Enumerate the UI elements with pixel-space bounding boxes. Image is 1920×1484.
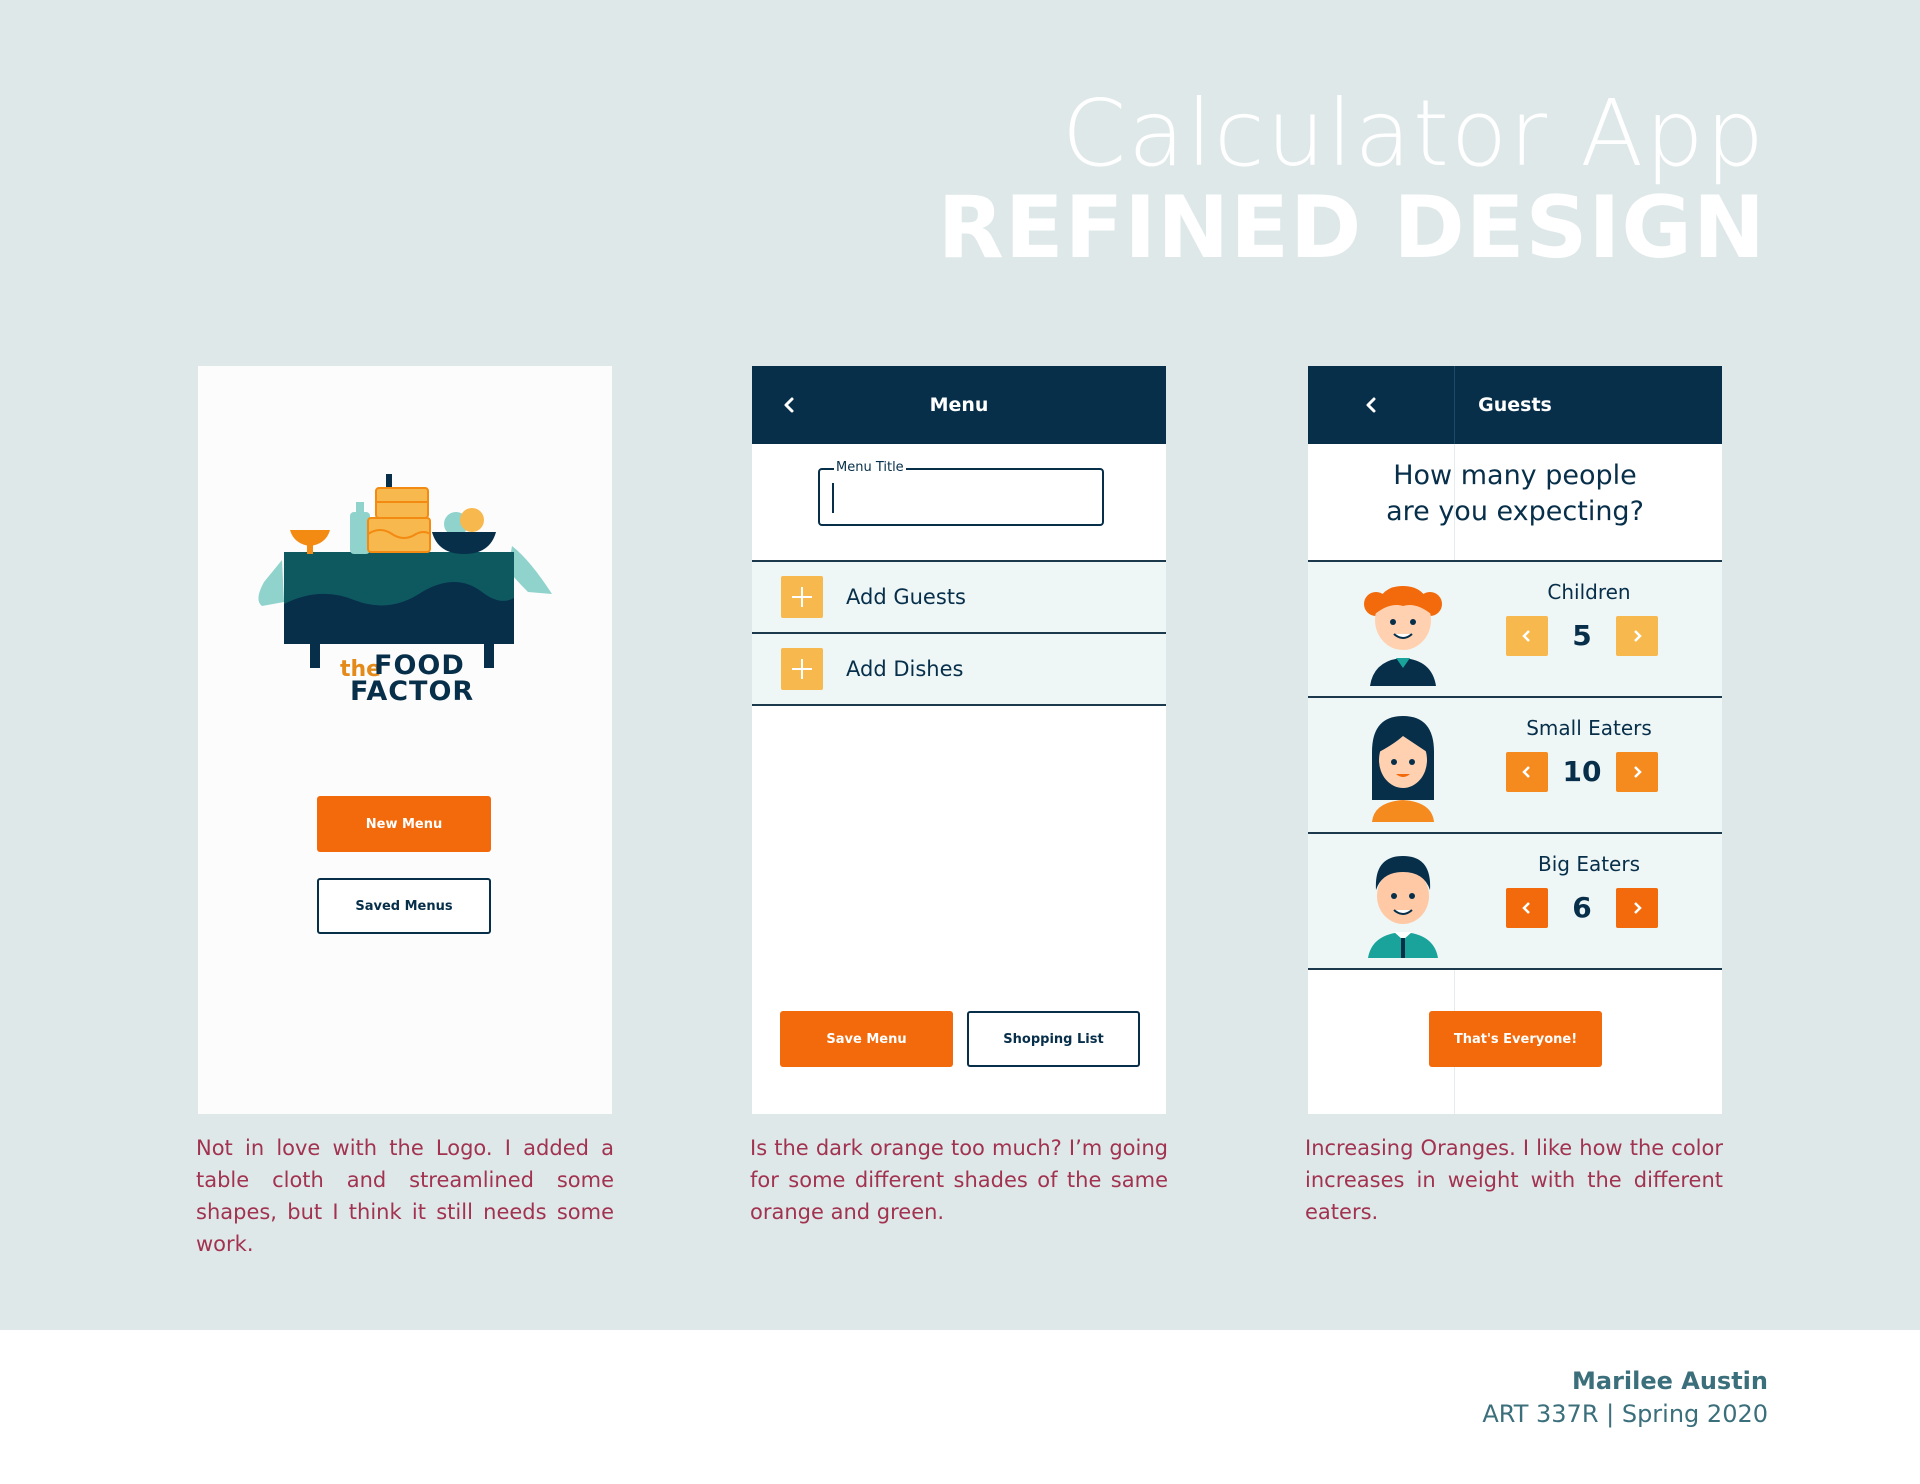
menu-title-label: Menu Title bbox=[836, 460, 904, 475]
guest-label-children: Children bbox=[1547, 580, 1631, 604]
guest-count-children: 5 bbox=[1572, 619, 1592, 652]
guest-row-big-eaters bbox=[1308, 834, 1722, 968]
chevron-left-icon[interactable] bbox=[1356, 390, 1386, 420]
add-guests-label: Add Guests bbox=[846, 585, 966, 609]
increment-button[interactable] bbox=[1616, 888, 1658, 928]
course-info: ART 337R | Spring 2020 bbox=[1482, 1400, 1768, 1428]
guests-screen-title: Guests bbox=[1478, 394, 1552, 416]
plus-icon bbox=[781, 576, 823, 618]
home-screen-mockup bbox=[198, 366, 612, 1114]
man-avatar-icon bbox=[1360, 848, 1446, 958]
chevron-left-icon bbox=[1521, 765, 1533, 779]
guest-question: How many people are you expecting? bbox=[1386, 460, 1644, 527]
save-menu-button[interactable]: Save Menu bbox=[780, 1011, 953, 1067]
divider bbox=[1308, 968, 1722, 970]
guest-count-small-eaters: 10 bbox=[1562, 755, 1602, 788]
guest-row-small-eaters bbox=[1308, 698, 1722, 832]
guests-screen-mockup bbox=[1308, 366, 1722, 1114]
add-dishes-row[interactable] bbox=[752, 634, 1166, 704]
menu-screen-mockup bbox=[752, 366, 1166, 1114]
decrement-button[interactable] bbox=[1506, 616, 1548, 656]
shopping-list-button[interactable]: Shopping List bbox=[967, 1011, 1140, 1067]
menu-navbar bbox=[752, 366, 1166, 444]
caption-menu-screen: Is the dark orange too much? I’m going for some different shades of the same orange and green. bbox=[750, 1136, 1168, 1224]
chevron-right-icon bbox=[1631, 765, 1643, 779]
woman-avatar-icon bbox=[1360, 712, 1446, 822]
child-avatar-icon bbox=[1360, 576, 1446, 686]
add-dishes-label: Add Dishes bbox=[846, 657, 964, 681]
logo-text-food: FOOD bbox=[374, 650, 465, 681]
divider bbox=[752, 704, 1166, 706]
guest-count-big-eaters: 6 bbox=[1572, 891, 1592, 924]
guest-row-children bbox=[1308, 562, 1722, 696]
guest-label-small-eaters: Small Eaters bbox=[1526, 716, 1652, 740]
add-guests-row[interactable] bbox=[752, 562, 1166, 632]
page-title: Calculator App bbox=[1061, 80, 1766, 187]
chevron-left-icon[interactable] bbox=[774, 390, 804, 420]
increment-button[interactable] bbox=[1616, 616, 1658, 656]
caption-guests-screen: Increasing Oranges. I like how the color increases in weight with the different eaters. bbox=[1305, 1136, 1723, 1224]
chevron-right-icon bbox=[1631, 901, 1643, 915]
plus-icon bbox=[781, 648, 823, 690]
decrement-button[interactable] bbox=[1506, 752, 1548, 792]
saved-menus-button[interactable]: Saved Menus bbox=[317, 878, 491, 934]
logo-text-the: the bbox=[340, 657, 382, 682]
menu-screen-title: Menu bbox=[929, 394, 989, 416]
author-name: Marilee Austin bbox=[1571, 1367, 1768, 1395]
chevron-left-icon bbox=[1521, 629, 1533, 643]
new-menu-button[interactable]: New Menu bbox=[317, 796, 491, 852]
logo-text-factor: FACTOR bbox=[350, 676, 475, 707]
caption-home-screen: Not in love with the Logo. I added a table cloth and streamlined some shapes, but I think it still needs some work. bbox=[196, 1136, 614, 1256]
menu-title-field[interactable] bbox=[818, 460, 1104, 526]
increment-button[interactable] bbox=[1616, 752, 1658, 792]
guests-navbar bbox=[1308, 366, 1722, 444]
thats-everyone-button[interactable]: That's Everyone! bbox=[1429, 1011, 1602, 1067]
chevron-right-icon bbox=[1631, 629, 1643, 643]
guest-label-big-eaters: Big Eaters bbox=[1537, 852, 1640, 876]
page-subtitle: REFINED DESIGN bbox=[937, 178, 1766, 278]
decrement-button[interactable] bbox=[1506, 888, 1548, 928]
chevron-left-icon bbox=[1521, 901, 1533, 915]
text-cursor bbox=[832, 483, 834, 513]
